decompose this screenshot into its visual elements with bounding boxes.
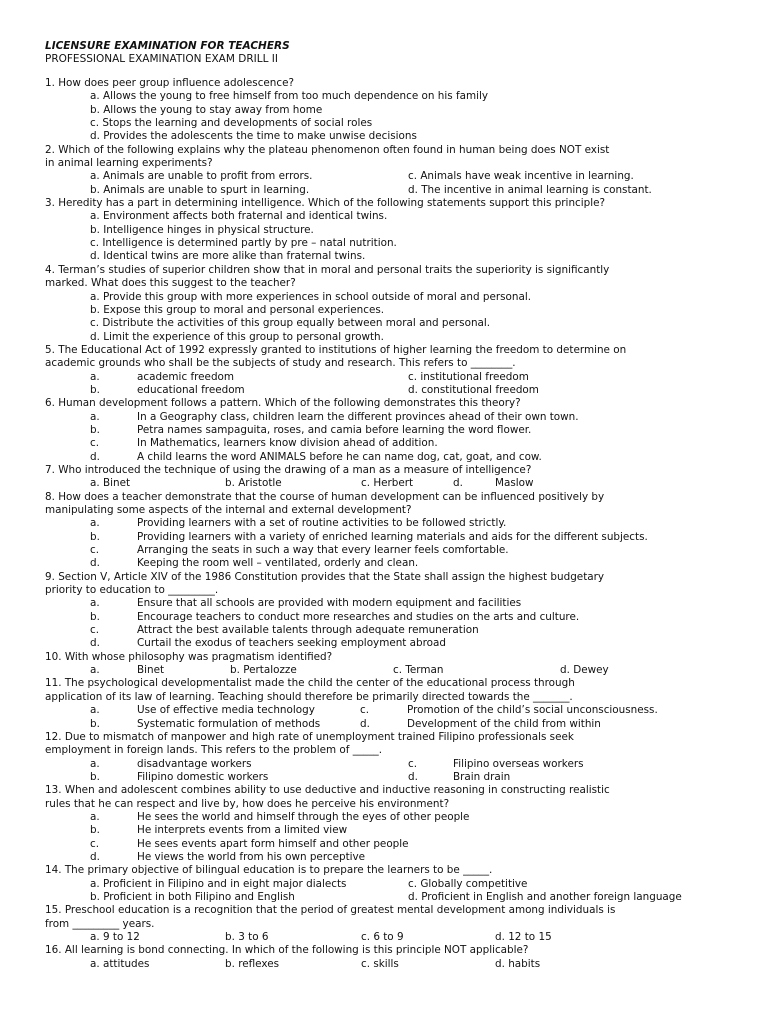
question-text-line: 1. How does peer group influence adolescence? bbox=[45, 77, 294, 89]
answer-choice: Petra names sampaguita, roses, and camia before learning the word flower. bbox=[137, 423, 532, 436]
answer-choice-line bbox=[45, 838, 725, 851]
document-title: LICENSURE EXAMINATION FOR TEACHERS bbox=[45, 40, 290, 52]
answer-choice: d. bbox=[408, 770, 418, 783]
answer-choice-line bbox=[45, 411, 725, 424]
answer-choice: c. bbox=[90, 837, 100, 850]
answer-choice: c. Herbert bbox=[361, 477, 414, 490]
answer-choice: b. Proficient in both Filipino and English bbox=[90, 890, 295, 903]
answer-choice: a. bbox=[90, 517, 100, 530]
answer-choice-line bbox=[45, 611, 725, 624]
answer-choice: a. bbox=[90, 810, 100, 823]
answer-choice-line bbox=[45, 771, 725, 784]
answer-choice: Filipino overseas workers bbox=[453, 757, 584, 770]
answer-choice: Brain drain bbox=[453, 770, 511, 783]
answer-choice: c. Terman bbox=[393, 664, 444, 677]
answer-choice-line bbox=[45, 664, 725, 677]
answer-choice: b. bbox=[90, 423, 100, 436]
answer-choice-line bbox=[45, 90, 725, 103]
answer-choice: d. constitutional freedom bbox=[408, 383, 539, 396]
answer-choice: c. Intelligence is determined partly by pre – natal nutrition. bbox=[90, 237, 397, 250]
answer-choice: b. Expose this group to moral and personal experiences. bbox=[90, 303, 385, 316]
answer-choice: d. Limit the experience of this group to personal growth. bbox=[90, 330, 384, 343]
answer-choice: a. 9 to 12 bbox=[90, 931, 140, 943]
answer-choice: Use of effective media technology bbox=[137, 704, 315, 717]
answer-choice: Filipino domestic workers bbox=[137, 770, 269, 783]
answer-choice: b. 3 to 6 bbox=[225, 931, 269, 943]
answer-choice: Providing learners with a set of routine activities to be followed strictly. bbox=[137, 517, 507, 530]
answer-choice: b. reflexes bbox=[225, 957, 280, 970]
answer-choice: a. Proficient in Filipino and in eight major dialects bbox=[90, 877, 347, 890]
answer-choice: He interprets events from a limited view bbox=[137, 824, 348, 837]
answer-choice-line bbox=[45, 317, 725, 330]
answer-choice: a. bbox=[90, 664, 100, 677]
answer-choice: Arranging the seats in such a way that every learner feels comfortable. bbox=[137, 544, 509, 557]
question-text-line: 5. The Educational Act of 1992 expressly granted to institutions of higher learning the freedom to determine on bbox=[45, 343, 627, 356]
answer-choice-line bbox=[45, 130, 725, 143]
question-text-line: 12. Due to mismatch of manpower and high rate of unemployment trained Filipino professionals seek bbox=[45, 730, 574, 743]
answer-choice: In Mathematics, learners know division ahead of addition. bbox=[137, 437, 438, 450]
answer-choice: Curtail the exodus of teachers seeking employment abroad bbox=[137, 637, 447, 650]
answer-choice-line bbox=[45, 104, 725, 117]
question-text-line: from _________ years. bbox=[45, 917, 155, 930]
answer-choice: Providing learners with a variety of enriched learning materials and aids for the different subjects. bbox=[137, 530, 648, 543]
answer-choice: a. bbox=[90, 704, 100, 717]
answer-choice: a. bbox=[90, 597, 100, 610]
answer-choice: educational freedom bbox=[137, 383, 245, 396]
answer-choice: c. 6 to 9 bbox=[361, 931, 404, 943]
answer-choice: c. bbox=[360, 704, 370, 717]
answer-choice-line bbox=[45, 117, 725, 130]
answer-choice: b. bbox=[90, 770, 100, 783]
answer-choice: d. bbox=[453, 477, 463, 490]
answer-choice-line bbox=[45, 811, 725, 824]
answer-choice: d. bbox=[360, 717, 370, 730]
answer-choice: b. bbox=[90, 530, 100, 543]
answer-choice-line bbox=[45, 224, 725, 237]
answer-choice: d. bbox=[90, 637, 100, 650]
answer-choice: c. Distribute the activities of this group equally between moral and personal. bbox=[90, 317, 491, 330]
answer-choice: Binet bbox=[137, 664, 165, 677]
question-text-line: 3. Heredity has a part in determining intelligence. Which of the following statements support this principle? bbox=[45, 197, 606, 210]
question-text-line: in animal learning experiments? bbox=[45, 157, 213, 170]
answer-choice: d. habits bbox=[495, 957, 541, 970]
answer-choice-line bbox=[45, 931, 725, 944]
answer-choice-line bbox=[45, 170, 725, 183]
answer-choice: In a Geography class, children learn the different provinces ahead of their own town. bbox=[137, 410, 579, 423]
answer-choice: b. bbox=[90, 383, 100, 396]
answer-choice-line bbox=[45, 531, 725, 544]
answer-choice-line bbox=[45, 451, 725, 464]
answer-choice-line bbox=[45, 424, 725, 437]
answer-choice: d. Identical twins are more alike than fraternal twins. bbox=[90, 250, 366, 263]
question-text-line: 14. The primary objective of bilingual education is to prepare the learners to be _____. bbox=[45, 864, 493, 877]
answer-choice: a. bbox=[90, 410, 100, 423]
answer-choice-line bbox=[45, 824, 725, 837]
question-text-line: 8. How does a teacher demonstrate that the course of human development can be influenced positively by bbox=[45, 490, 605, 503]
answer-choice: a. bbox=[90, 370, 100, 383]
answer-choice: c. skills bbox=[361, 957, 399, 970]
question-text-line: rules that he can respect and live by, how does he perceive his environment? bbox=[45, 797, 450, 810]
answer-choice: Development of the child from within bbox=[407, 717, 601, 730]
answer-choice: d. bbox=[90, 557, 100, 570]
answer-choice: c. Animals have weak incentive in learning. bbox=[408, 170, 634, 183]
answer-choice: Promotion of the child’s social unconsciousness. bbox=[407, 704, 658, 717]
answer-choice-line bbox=[45, 891, 725, 904]
answer-choice: b. Pertalozze bbox=[230, 664, 297, 677]
answer-choice-line bbox=[45, 624, 725, 637]
document-subtitle: PROFESSIONAL EXAMINATION EXAM DRILL II bbox=[45, 53, 278, 65]
answer-choice: d. bbox=[90, 450, 100, 463]
answer-choice-line bbox=[45, 304, 725, 317]
answer-choice: c. institutional freedom bbox=[408, 370, 529, 383]
question-text-line: 6. Human development follows a pattern. Which of the following demonstrates this theory? bbox=[45, 397, 521, 410]
question-text-line: employment in foreign lands. This refers to the problem of _____. bbox=[45, 744, 383, 757]
answer-choice-line bbox=[45, 758, 725, 771]
answer-choice: d. The incentive in animal learning is constant. bbox=[408, 183, 652, 196]
answer-choice-line bbox=[45, 718, 725, 731]
answer-choice-line bbox=[45, 291, 725, 304]
question-text-line: marked. What does this suggest to the teacher? bbox=[45, 277, 296, 290]
answer-choice: c. Globally competitive bbox=[408, 877, 528, 890]
answer-choice: He views the world from his own perceptive bbox=[137, 850, 366, 863]
question-text-line: 7. Who introduced the technique of using the drawing of a man as a measure of intelligence? bbox=[45, 463, 532, 476]
answer-choice-line bbox=[45, 557, 725, 570]
answer-choice: Encourage teachers to conduct more researches and studies on the arts and culture. bbox=[137, 610, 580, 623]
question-list bbox=[45, 77, 725, 971]
question-text-line: 2. Which of the following explains why the plateau phenomenon often found in human being does NOT exist bbox=[45, 143, 610, 156]
answer-choice-line bbox=[45, 210, 725, 223]
answer-choice: d. Proficient in English and another foreign language bbox=[408, 890, 682, 903]
answer-choice: b. Animals are unable to spurt in learning. bbox=[90, 183, 310, 196]
question-text-line: 9. Section V, Article XIV of the 1986 Constitution provides that the State shall assign the highest budgetary bbox=[45, 570, 605, 583]
answer-choice: a. Environment affects both fraternal and identical twins. bbox=[90, 210, 388, 223]
question-text-line: 16. All learning is bond connecting. In which of the following is this principle NOT applicable? bbox=[45, 944, 529, 957]
answer-choice-line bbox=[45, 544, 725, 557]
answer-choice: b. Allows the young to stay away from home bbox=[90, 103, 323, 116]
answer-choice: b. bbox=[90, 824, 100, 837]
answer-choice: Keeping the room well – ventilated, orderly and clean. bbox=[137, 557, 419, 570]
answer-choice: c. bbox=[408, 757, 418, 770]
answer-choice: a. attitudes bbox=[90, 957, 150, 970]
answer-choice: disadvantage workers bbox=[137, 757, 252, 770]
exam-document bbox=[45, 40, 725, 971]
answer-choice-line bbox=[45, 958, 725, 971]
answer-choice: Systematic formulation of methods bbox=[137, 717, 321, 730]
answer-choice: b. bbox=[90, 610, 100, 623]
answer-choice: a. bbox=[90, 757, 100, 770]
answer-choice: d. bbox=[90, 850, 100, 863]
answer-choice: A child learns the word ANIMALS before he can name dog, cat, goat, and cow. bbox=[137, 450, 542, 463]
answer-choice: b. Intelligence hinges in physical structure. bbox=[90, 223, 314, 236]
question-text-line: priority to education to _________. bbox=[45, 584, 219, 597]
answer-choice: c. bbox=[90, 624, 100, 637]
answer-choice-line bbox=[45, 250, 725, 263]
answer-choice: He sees events apart form himself and other people bbox=[137, 837, 409, 850]
answer-choice-line bbox=[45, 704, 725, 717]
answer-choice: a. Binet bbox=[90, 477, 131, 490]
answer-choice: academic freedom bbox=[137, 370, 235, 383]
answer-choice-line bbox=[45, 477, 725, 490]
question-text-line: 15. Preschool education is a recognition that the period of greatest mental development among individuals is bbox=[45, 904, 616, 917]
answer-choice-line bbox=[45, 437, 725, 450]
question-text-line: 11. The psychological developmentalist made the child the center of the educational process through bbox=[45, 677, 575, 690]
answer-choice: He sees the world and himself through the eyes of other people bbox=[137, 810, 470, 823]
answer-choice-line bbox=[45, 237, 725, 250]
answer-choice-line bbox=[45, 331, 725, 344]
question-text-line: 13. When and adolescent combines ability to use deductive and inductive reasoning in constructing realistic bbox=[45, 784, 610, 797]
answer-choice: c. bbox=[90, 437, 100, 450]
answer-choice-line bbox=[45, 597, 725, 610]
answer-choice-line bbox=[45, 851, 725, 864]
answer-choice: d. Dewey bbox=[560, 664, 609, 677]
answer-choice: a. Provide this group with more experiences in school outside of moral and personal. bbox=[90, 290, 532, 303]
answer-choice-line bbox=[45, 878, 725, 891]
question-text-line: academic grounds who shall be the subjects of study and research. This refers to ________. bbox=[45, 357, 516, 370]
answer-choice-line bbox=[45, 517, 725, 530]
answer-choice-line bbox=[45, 184, 725, 197]
answer-choice-line bbox=[45, 384, 725, 397]
answer-choice: c. bbox=[90, 544, 100, 557]
question-text-line: application of its law of learning. Teaching should therefore be primarily directed towards the _______. bbox=[45, 690, 573, 703]
answer-choice: Ensure that all schools are provided with modern equipment and facilities bbox=[137, 597, 522, 610]
answer-choice: a. Animals are unable to profit from errors. bbox=[90, 170, 313, 183]
answer-choice: b. Aristotle bbox=[225, 477, 282, 490]
question-text-line: manipulating some aspects of the internal and external development? bbox=[45, 504, 412, 516]
question-text-line: 10. With whose philosophy was pragmatism identified? bbox=[45, 650, 333, 663]
question-text-line: 4. Terman’s studies of superior children show that in moral and personal traits the superiority is significantly bbox=[45, 263, 610, 276]
answer-choice: Maslow bbox=[495, 477, 534, 490]
answer-choice: c. Stops the learning and developments of social roles bbox=[90, 117, 373, 130]
answer-choice: b. bbox=[90, 717, 100, 730]
answer-choice: a. Allows the young to free himself from too much dependence on his family bbox=[90, 90, 489, 103]
answer-choice-line bbox=[45, 637, 725, 650]
answer-choice-line bbox=[45, 371, 725, 384]
answer-choice: d. Provides the adolescents the time to make unwise decisions bbox=[90, 130, 417, 143]
answer-choice: d. 12 to 15 bbox=[495, 931, 552, 943]
answer-choice: Attract the best available talents through adequate remuneration bbox=[137, 624, 479, 637]
